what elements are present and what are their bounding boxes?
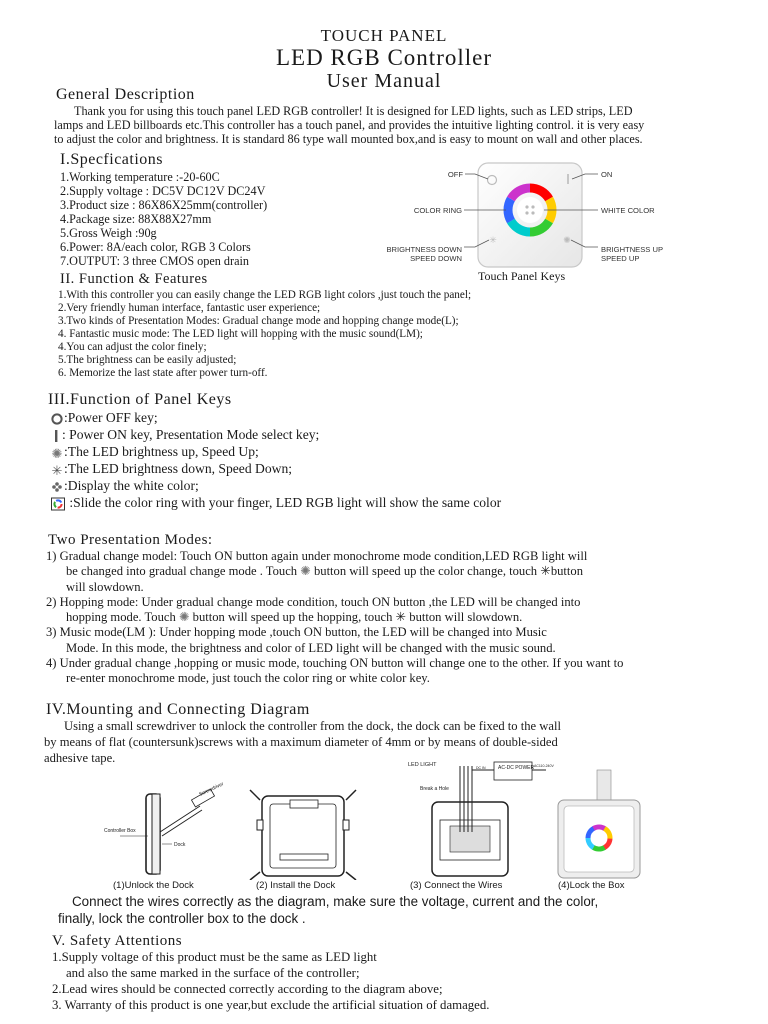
key-desc: :Power OFF key; [64, 410, 158, 425]
doc-title-line1: TOUCH PANEL [320, 26, 448, 45]
mounting-line-1: Using a small screwdriver to unlock the controller from the dock, the dock can be fixed to the wall [64, 719, 561, 733]
connect-wires-diagram [408, 762, 554, 876]
keys-list [50, 409, 501, 511]
mode-line: 1) Gradual change model: Touch ON button again under monochrome mode condition,LED RGB light will [46, 549, 588, 563]
mode-line: will slowdown. [66, 579, 144, 594]
features-item: 6. Memorize the last state after power turn-off. [58, 367, 268, 379]
svg-text:✺: ✺ [51, 445, 63, 460]
brightness-up-icon: ✺ [300, 564, 311, 579]
general-line-2: lamps and LED billboards etc.This controller has a touch panel, and provides the intuitive lighting control. it is very easy [54, 118, 645, 132]
install-dock-diagram [250, 790, 356, 880]
mode-line [46, 610, 623, 625]
features-item: 5.The brightness can be easily adjusted; [58, 354, 237, 366]
label-dc-in: DC IN [476, 766, 486, 770]
mode-text: hopping mode. Touch [66, 610, 176, 625]
safety-line-4: 3. Warranty of this product is one year,but exclude the artificial situation of damaged. [52, 998, 490, 1012]
features-item: 4. Fantastic music mode: The LED light will hopping with the music sound(LM); [58, 328, 423, 340]
features-item: 2.Very friendly human interface, fantastic user experience; [58, 302, 321, 314]
caption-connect: (3) Connect the Wires [410, 880, 503, 891]
safety-line-2: and also the same marked in the surface of the controller; [66, 966, 360, 980]
specs-item: 7.OUTPUT: 3 three CMOS open drain [60, 254, 249, 268]
features-item: 3.Two kinds of Presentation Modes: Gradual change mode and hopping change mode(L); [58, 315, 459, 327]
label-white-color: WHITE COLOR [601, 206, 655, 215]
doc-title-line3: User Manual [326, 70, 442, 92]
touch-panel-figure [372, 162, 702, 272]
key-desc: :The LED brightness up, Speed Up; [64, 444, 259, 459]
white-color-icon [50, 480, 64, 494]
label-ac-dc-power: AC-DC POWER [498, 765, 535, 771]
brightness-up-icon: ✺ [178, 610, 190, 625]
key-item [50, 409, 501, 426]
white-color-icon [517, 197, 543, 223]
label-ac-in: AC110-240V [534, 764, 554, 768]
safety-line-3: 2.Lead wires should be connected correctly according to the diagram above; [52, 982, 443, 996]
key-desc: :The LED brightness down, Speed Down; [64, 461, 293, 476]
mode-text: button [550, 564, 584, 579]
unlock-diagram [104, 781, 225, 874]
key-desc: :Slide the color ring with your finger, LED RGB light will show the same color [66, 495, 502, 510]
specs-item: 1.Working temperature :-20-60C [60, 170, 220, 184]
brightness-down-icon [50, 463, 64, 477]
specs-item: 5.Gross Weigh :90g [60, 226, 157, 240]
mode-line: 4) Under gradual change ,hopping or music mode, touching ON button will change one to the other. If you want to [46, 656, 624, 671]
mode-line: 3) Music mode(LM ): Under hopping mode ,touch ON button, the LED will be changed into Music [46, 625, 547, 640]
specs-item: 4.Package size: 88X88X27mm [60, 212, 212, 226]
modes-heading: Two Presentation Modes: [48, 532, 213, 548]
key-desc: : Power ON key, Presentation Mode select key; [62, 427, 320, 442]
mode-line [46, 564, 623, 579]
brightness-down-icon: ✳ [489, 235, 497, 245]
caption-unlock: (1)Unlock the Dock [113, 880, 194, 891]
mounting-heading: IV.Mounting and Connecting Diagram [46, 701, 310, 718]
label-on: ON [601, 170, 613, 179]
features-list [58, 289, 471, 380]
label-off: OFF [447, 170, 463, 179]
brightness-down-icon: ✳ [540, 564, 551, 579]
power-off-icon [50, 412, 64, 426]
key-item [50, 494, 501, 511]
mode-text: button will slowdown. [409, 610, 523, 625]
safety-heading: V. Safety Attentions [52, 933, 183, 949]
power-on-icon [50, 429, 62, 443]
general-line-1: Thank you for using this touch panel LED RGB controller! It is designed for LED lights, such as LED strips, LED [74, 104, 633, 118]
mode-line: re-enter monochrome mode, just touch the color ring or white color key. [66, 671, 430, 686]
features-heading: II. Function & Features [60, 271, 208, 287]
key-item [50, 426, 501, 443]
label-speed-down: SPEED DOWN [410, 254, 462, 263]
mode-line: 2) Hopping mode: Under gradual change mode condition, touch ON button ,the LED will be changed into [46, 594, 581, 609]
label-speed-up: SPEED UP [601, 254, 640, 263]
key-item [50, 443, 501, 460]
color-ring-icon [50, 497, 66, 511]
safety-line-1: 1.Supply voltage of this product must be the same as LED light [52, 950, 377, 964]
brightness-down-icon: ✳ [395, 610, 407, 625]
mounting-note-1: Connect the wires correctly as the diagram, make sure the voltage, current and the color, [72, 894, 599, 909]
label-break-hole: Break a Hole [420, 786, 449, 792]
label-led-light: LED LIGHT [408, 762, 437, 768]
caption-install: (2) Install the Dock [256, 880, 336, 891]
specs-item: 2.Supply voltage : DC5V DC12V DC24V [60, 184, 266, 198]
doc-title-line2: LED RGB Controller [275, 45, 493, 70]
label-controller-box: Controller Box [104, 828, 136, 834]
brightness-up-icon: ✺ [563, 235, 571, 245]
label-brightness-up: BRIGHTNESS UP [601, 245, 664, 254]
mode-text: be changed into gradual change mode . Touch [66, 564, 298, 579]
keys-heading: III.Function of Panel Keys [48, 391, 232, 408]
lock-box-diagram [558, 770, 640, 878]
specs-item: 6.Power: 8A/each color, RGB 3 Colors [60, 240, 251, 254]
mounting-diagrams [100, 760, 680, 880]
general-heading: General Description [56, 86, 195, 103]
features-item: 1.With this controller you can easily change the LED RGB light colors ,just touch the panel; [58, 289, 472, 301]
specs-heading: I.Specfications [60, 151, 164, 168]
mode-text: button will speed up the color change, touch [313, 564, 538, 579]
label-color-ring: COLOR RING [413, 206, 462, 215]
key-item [50, 477, 501, 494]
specs-list [60, 170, 267, 268]
general-line-3: to adjust the color and brightness. It is standard 86 type wall mounted box,and is easy to mount on wall and other places. [54, 132, 643, 146]
mode-text: button will speed up the hopping, touch [192, 610, 393, 625]
brightness-up-icon [50, 446, 64, 460]
label-brightness-down: BRIGHTNESS DOWN [386, 245, 462, 254]
caption-lock: (4)Lock the Box [558, 880, 625, 891]
key-item [50, 460, 501, 477]
label-dock: Dock [174, 842, 186, 848]
mode-line: Mode. In this mode, the brightness and color of LED light will be changed with the music sound. [66, 640, 556, 655]
features-item: 4.You can adjust the color finely; [58, 341, 207, 353]
panel-figure-caption: Touch Panel Keys [478, 269, 566, 283]
mounting-line-2: by means of flat (countersunk)screws with a maximum diameter of 4mm or by means of double-sided [44, 735, 558, 749]
specs-item: 3.Product size : 86X86X25mm(controller) [60, 198, 268, 212]
mounting-note-2: finally, lock the controller box to the dock . [58, 911, 306, 926]
label-screwdriver: Screwdriver [198, 781, 225, 798]
svg-text:✳: ✳ [51, 462, 63, 477]
key-desc: :Display the white color; [64, 478, 199, 493]
modes-list [46, 549, 623, 687]
mounting-line-3: adhesive tape. [44, 751, 116, 765]
